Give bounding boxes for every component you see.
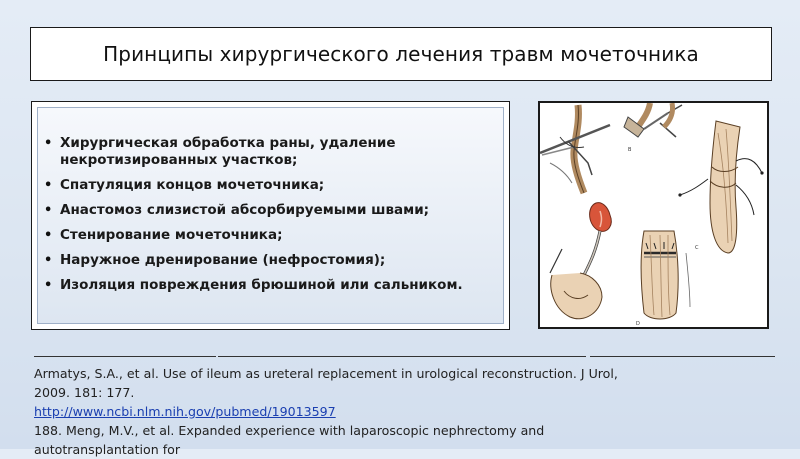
bullet-text: Наружное дренирование (нефростомия);	[60, 252, 386, 268]
bullet-panel	[31, 101, 510, 330]
panel-d-drawing	[641, 231, 690, 319]
panel-a-drawing	[540, 105, 610, 193]
list-item	[44, 227, 493, 244]
panel-d-label: D	[636, 321, 640, 327]
panel-b-label: B	[628, 147, 632, 153]
references	[34, 364, 774, 459]
surgical-illustration	[538, 101, 769, 329]
panel-c-label: C	[695, 245, 699, 251]
kidney-stent-drawing	[550, 203, 611, 319]
list-item	[44, 252, 493, 269]
panel-c-drawing	[678, 121, 763, 253]
bullet-text: Хирургическая обработка раны, удаление некротизированных участков;	[60, 135, 396, 168]
reference-line: 2009. 181: 177.	[34, 385, 135, 400]
bullet-icon: •	[44, 253, 53, 268]
list-item	[44, 202, 493, 219]
bullet-text: Спатуляция концов мочеточника;	[60, 177, 325, 193]
footnote-rule-right	[590, 356, 775, 357]
slide-title: Принципы хирургического лечения травм мочеточника	[103, 42, 699, 66]
bullet-icon: •	[44, 178, 53, 193]
pubmed-link[interactable]: http://www.ncbi.nlm.nih.gov/pubmed/19013597	[34, 404, 336, 419]
footnote-rule-middle	[218, 356, 586, 357]
bullet-text: Анастомоз слизистой абсорбируемыми швами;	[60, 202, 430, 218]
bullet-panel-inner	[37, 107, 504, 324]
list-item	[44, 277, 493, 294]
bullet-list	[44, 135, 493, 302]
footnote-rule-left	[34, 356, 216, 357]
bullet-icon: •	[44, 203, 53, 218]
panel-b-drawing	[624, 103, 682, 137]
list-item	[44, 177, 493, 194]
reference-line: Armatys, S.A., et al. Use of ileum as ureteral replacement in urological reconstruction. J Urol,	[34, 366, 618, 381]
bullet-icon: •	[44, 136, 53, 151]
bullet-icon: •	[44, 228, 53, 243]
bullet-icon: •	[44, 278, 53, 293]
title-box	[30, 27, 772, 81]
bullet-text: Стенирование мочеточника;	[60, 227, 283, 243]
list-item	[44, 135, 493, 169]
reference-line: 188. Meng, M.V., et al. Expanded experience with laparoscopic nephrectomy and	[34, 423, 545, 438]
reference-line: autotransplantation for	[34, 442, 181, 457]
surgical-drawing	[540, 103, 767, 327]
bullet-text: Изоляция повреждения брюшиной или сальником.	[60, 277, 463, 293]
